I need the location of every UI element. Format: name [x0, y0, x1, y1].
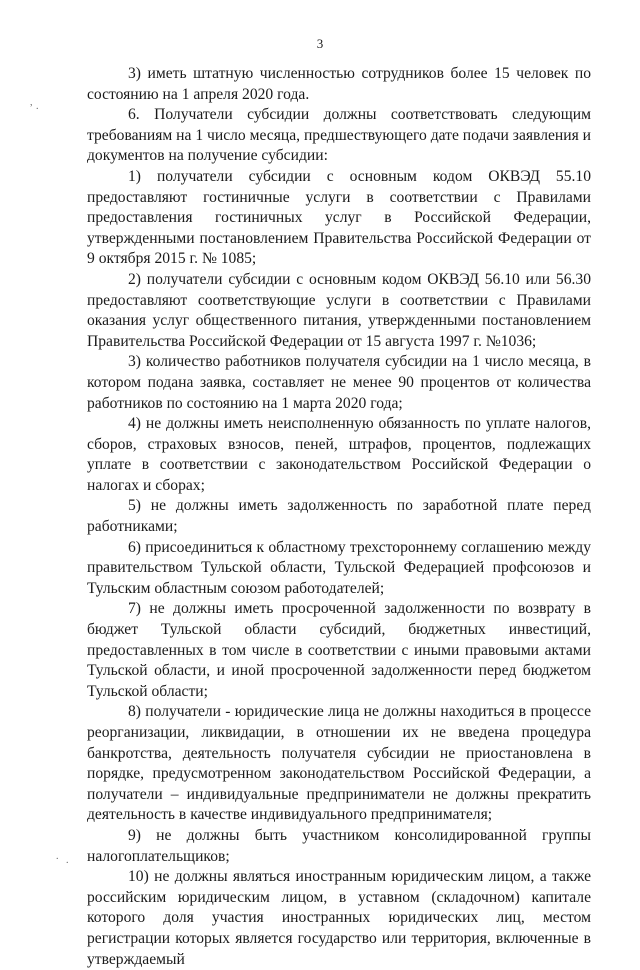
requirement-7: 7) не должны иметь просроченной задолженности по возврату в бюджет Тульской области субсидий, бюджетных инвестиций, предоставленных в том числе в соответствии с иными правовыми актами Тульской области, и иной просроченной задолженности перед бюджетом Тульской области; — [87, 600, 591, 700]
requirement-9: 9) не должны быть участником консолидированной группы налогоплательщиков; — [87, 826, 591, 865]
requirement-5: 5) не должны иметь задолженность по заработной плате перед работниками; — [87, 497, 591, 536]
requirement-6: 6) присоединиться к областному трехстороннему соглашению между правительством Тульской области, Тульской Федерацией профсоюзов и Тульским областным союзом работодателей; — [87, 538, 591, 597]
page-number: 3 — [316, 36, 324, 51]
paragraph-section-6: 6. Получатели субсидии должны соответствовать следующим требованиям на 1 число месяца, предшествующего дате подачи заявления и документов на получение субсидии: — [87, 106, 592, 165]
requirement-3: 3) количество работников получателя субсидии на 1 число месяца, в котором подана заявка, составляет не менее 90 процентов от количества работников по состоянию на 1 марта 2020 года; — [87, 353, 591, 412]
scan-speck: . — [56, 851, 59, 862]
document-body — [87, 64, 591, 970]
requirement-4: 4) не должны иметь неисполненную обязанность по уплате налогов, сборов, страховых взносов, пеней, штрафов, процентов, подлежащих уплате в соответствии с законодательством Российской Федерации о налогах и сборах; — [87, 415, 591, 494]
scan-speck: . — [36, 101, 39, 112]
requirement-10: 10) не должны являться иностранным юридическим лицом, а также российским юридическим лицом, в уставном (складочном) капитале которого доля участия иностранных юридических лиц, местом регистрации которых является государство или территория, включенные в утверждаемый — [87, 868, 591, 968]
requirement-1: 1) получатели субсидии с основным кодом ОКВЭД 55.10 предоставляют гостиничные услуги в соответствии с Правилами предоставления гостиничных услуг в Российской Федерации, утвержденными постановлением Правительства Российской Федерации от 9 октября 2015 г. № 1085; — [87, 167, 591, 268]
requirement-2: 2) получатели субсидии с основным кодом ОКВЭД 56.10 или 56.30 предоставляют соответствующие услуги в соответствии с Правилами оказания услуг общественного питания, утвержденными постановлением Правительства Российской Федерации от 15 августа 1997 г. №1036; — [87, 270, 591, 350]
scan-speck: . — [66, 855, 69, 866]
scan-speck: , — [30, 97, 33, 108]
requirement-8: 8) получатели - юридические лица не должны находиться в процессе реорганизации, ликвидации, в отношении их не введена процедура банкротства, деятельность получателя субсидии не приостановлена в порядке, предусмотренном законодательством Российской Федерации, а получатели – индивидуальные предприниматели не должны прекратить деятельность в качестве индивидуального предпринимателя; — [87, 703, 591, 824]
paragraph-item-3: 3) иметь штатную численностью сотрудников более 15 человек по состоянию на 1 апреля 2020 года. — [87, 65, 591, 103]
